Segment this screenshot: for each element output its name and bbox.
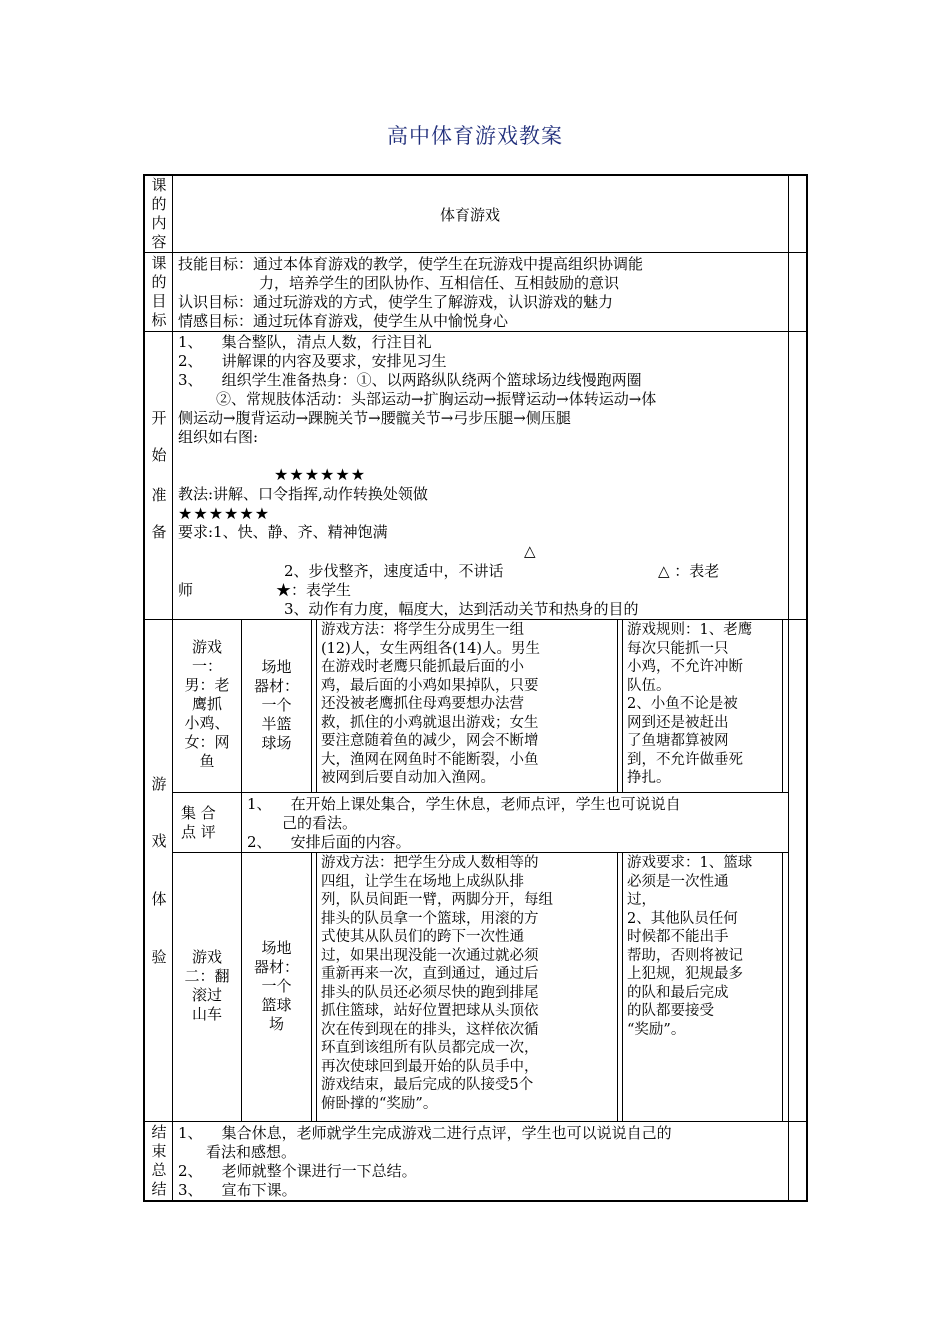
game1-rules: 游戏规则：1、老鹰 每次只能抓一只 小鸡，不允许冲断 队伍。 2、小鱼不论是被 网到还是被赶出 了鱼塘都算被网 到，不允许做垂死 挣扎。	[627, 622, 753, 786]
game2-rules: 游戏要求：1、篮球 必须是一次性通 过， 2、其他队员任何 时候都不能出手 帮助，否则将被记 上犯规，犯规最多 的队和最后完成 的队都要接受 “奖励”。	[627, 855, 753, 1038]
student-stars-row-2: ★★★★★★	[178, 504, 271, 523]
prep-line-1: 1、 集合整队，清点人数，行注目礼	[178, 333, 432, 351]
gather-line-1: 1、 在开始上课处集合，学生休息，老师点评，学生也可说说自	[247, 795, 681, 813]
row-label-prep-4: 备	[151, 523, 167, 541]
prep-line-5: 侧运动→腹背运动→踝腕关节→腰髋关节→弓步压腿→侧压腿	[178, 409, 571, 427]
gather-line-2: 己的看法。	[282, 814, 358, 832]
end-line-3: 2、 老师就整个课进行一下总结。	[178, 1162, 417, 1180]
prep-line-2: 2、 讲解课的内容及要求，安排见习生	[178, 352, 447, 370]
goal-emotional: 情感目标：通过玩体育游戏，使学生从中愉悦身心	[178, 312, 509, 330]
game2-method: 游戏方法：把学生分成人数相等的 四组，让学生在场地上成纵队排 列，队员间距一臂，两脚分开，每组 排头的队员拿一个篮球，用滚的方 式使其从队员们的跨下一次性通 过，如果出现没能一次通过就必须 重新再来一次，直到通过，通过后 排头的队员还必须尽快的跑到排尾 抓住篮球，站好位置把球从头顶依 次在传到现在的排头，这样依次循 环直到该组所有队员都完成一次， 再次使球回到最开始的队员手中， 游戏结束，最后完成的队接受5个 俯卧撑的“奖励”。	[321, 855, 553, 1112]
row-label-game-1: 游	[151, 775, 167, 793]
legend-teacher-tail: 师	[178, 581, 194, 599]
game1-method: 游戏方法：将学生分成男生一组 (12)人，女生两组各(14)人。男生 在游戏时老鹰只能抓最后面的小 鸡，最后面的小鸡如果掉队，只要 还没被老鹰抓住母鸡要想办法营 救，抓住的小鸡就退出游戏；女生 要注意随着鱼的减少，网会不断增 大，渔网在网鱼时不能断裂，小鱼 被网到后要自动加入渔网。	[321, 622, 541, 786]
gather-line-3: 2、 安排后面的内容。	[247, 833, 411, 851]
prep-line-3: 3、 组织学生准备热身：①、以两路纵队绕两个篮球场边线慢跑两圈	[178, 371, 642, 389]
game1-venue: 场地 器材： 一个 半篮 球场	[253, 658, 299, 752]
row-label-content: 课的内容	[151, 176, 167, 251]
row-label-prep-2: 始	[151, 446, 167, 464]
gather-label-2: 点 评	[181, 823, 216, 841]
prep-method: 教法:讲解、口令指挥,动作转换处领做	[178, 485, 428, 503]
game2-venue: 场地 器材： 一个 篮球 场	[253, 939, 299, 1033]
goal-skill: 技能目标：通过本体育游戏的教学，使学生在玩游戏中提高组织协调能	[178, 255, 644, 273]
prep-requirement-1: 要求:1、快、静、齐、精神饱满	[178, 523, 388, 541]
prep-requirement-2: 2、步伐整齐，速度适中，不讲话	[284, 562, 504, 580]
legend-teacher: △ ：表老	[658, 562, 720, 580]
legend-student: ★：表学生	[276, 581, 352, 599]
end-line-1: 1、 集合休息，老师就学生完成游戏二进行点评，学生也可以说说自己的	[178, 1124, 672, 1142]
content-text: 体育游戏	[440, 206, 501, 224]
game1-name: 游戏 一： 男：老 鹰抓 小鸡、 女：网 鱼	[184, 638, 230, 770]
row-label-prep-3: 准	[151, 486, 167, 504]
prep-line-6: 组织如右图:	[178, 428, 259, 446]
goal-skill-cont: 力，培养学生的团队协作、互相信任、互相鼓励的意识	[259, 274, 620, 292]
prep-line-4: ②、常规肢体活动：头部运动→扩胸运动→振臂运动→体转运动→体	[216, 390, 657, 408]
row-label-game-2: 戏	[151, 832, 167, 850]
goal-cognitive: 认识目标：通过玩游戏的方式，使学生了解游戏，认识游戏的魅力	[178, 293, 614, 311]
student-stars-row-1: ★★★★★★	[274, 465, 367, 484]
game2-name: 游戏 二：翻 滚过 山车	[184, 948, 230, 1023]
prep-requirement-3: 3、动作有力度，幅度大，达到活动关节和热身的目的	[284, 600, 639, 618]
page-title: 高中体育游戏教案	[387, 124, 563, 148]
row-label-game-4: 验	[151, 948, 167, 966]
row-label-end: 结束总结	[151, 1123, 167, 1198]
row-label-game-3: 体	[151, 890, 167, 908]
end-line-2: 看法和感想。	[206, 1143, 297, 1161]
end-line-4: 3、 宣布下课。	[178, 1181, 297, 1199]
row-label-goals: 课的目标	[151, 254, 167, 329]
teacher-triangle: △	[524, 542, 536, 560]
row-label-prep-1: 开	[151, 409, 167, 427]
gather-label-1: 集 合	[181, 804, 216, 822]
